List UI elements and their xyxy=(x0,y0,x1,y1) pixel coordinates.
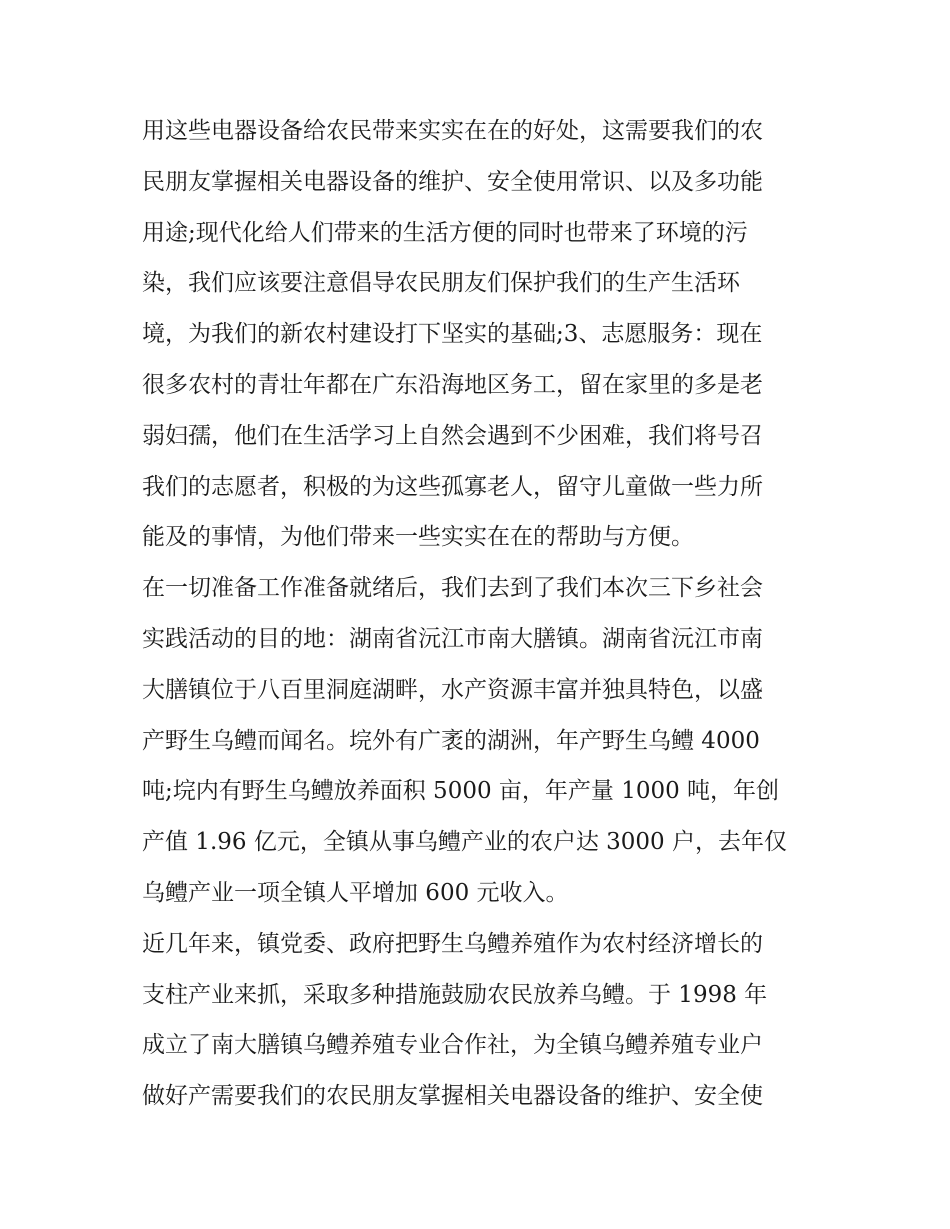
paragraph-3 xyxy=(142,919,814,1122)
text-line: 吨;垸内有野生乌鳢放养面积 5000 亩，年产量 1000 吨，年创 xyxy=(142,778,780,805)
text-line: 很多农村的青壮年都在广东沿海地区务工，留在家里的多是老 xyxy=(142,371,763,398)
text-line: 近几年来，镇党委、政府把野生乌鳢养殖作为农村经济增长的 xyxy=(142,930,763,957)
text-line: 境，为我们的新农村建设打下坚实的基础;3、志愿服务：现在 xyxy=(142,321,763,348)
text-line: 产野生乌鳢而闻名。垸外有广袤的湖洲，年产野生乌鳢 4000 xyxy=(142,727,760,754)
text-line: 用途;现代化给人们带来的生活方便的同时也带来了环境的污 xyxy=(142,219,748,246)
text-line: 用这些电器设备给农民带来实实在在的好处，这需要我们的农 xyxy=(142,118,763,144)
text-line: 做好产需要我们的农民朋友掌握相关电器设备的维护、安全使 xyxy=(142,1083,763,1110)
paragraph-1 xyxy=(142,106,814,563)
text-line: 我们的志愿者，积极的为这些孤寡老人，留守儿童做一些力所 xyxy=(142,473,763,500)
text-line: 染，我们应该要注意倡导农民朋友们保护我们的生产生活环 xyxy=(142,270,740,297)
text-line: 在一切准备工作准备就绪后，我们去到了我们本次三下乡社会 xyxy=(142,575,763,602)
text-line: 实践活动的目的地：湖南省沅江市南大膳镇。湖南省沅江市南 xyxy=(142,625,763,652)
text-line: 乌鳢产业一项全镇人平增加 600 元收入。 xyxy=(142,879,569,906)
text-line: 成立了南大膳镇乌鳢养殖专业合作社，为全镇乌鳢养殖专业户 xyxy=(142,1032,763,1059)
text-line: 弱妇孺，他们在生活学习上自然会遇到不少困难，我们将号召 xyxy=(142,422,763,449)
paragraph-2 xyxy=(142,563,814,919)
text-line: 大膳镇位于八百里洞庭湖畔，水产资源丰富并独具特色，以盛 xyxy=(142,676,763,703)
text-line: 支柱产业来抓，采取多种措施鼓励农民放养乌鳢。于 1998 年 xyxy=(142,981,768,1008)
document-body xyxy=(142,106,814,1122)
text-line: 民朋友掌握相关电器设备的维护、安全使用常识、以及多功能 xyxy=(142,168,763,195)
text-line: 能及的事情，为他们带来一些实实在在的帮助与方便。 xyxy=(142,524,694,551)
text-line: 产值 1.96 亿元，全镇从事乌鳢产业的农户达 3000 户，去年仅 xyxy=(142,829,787,856)
